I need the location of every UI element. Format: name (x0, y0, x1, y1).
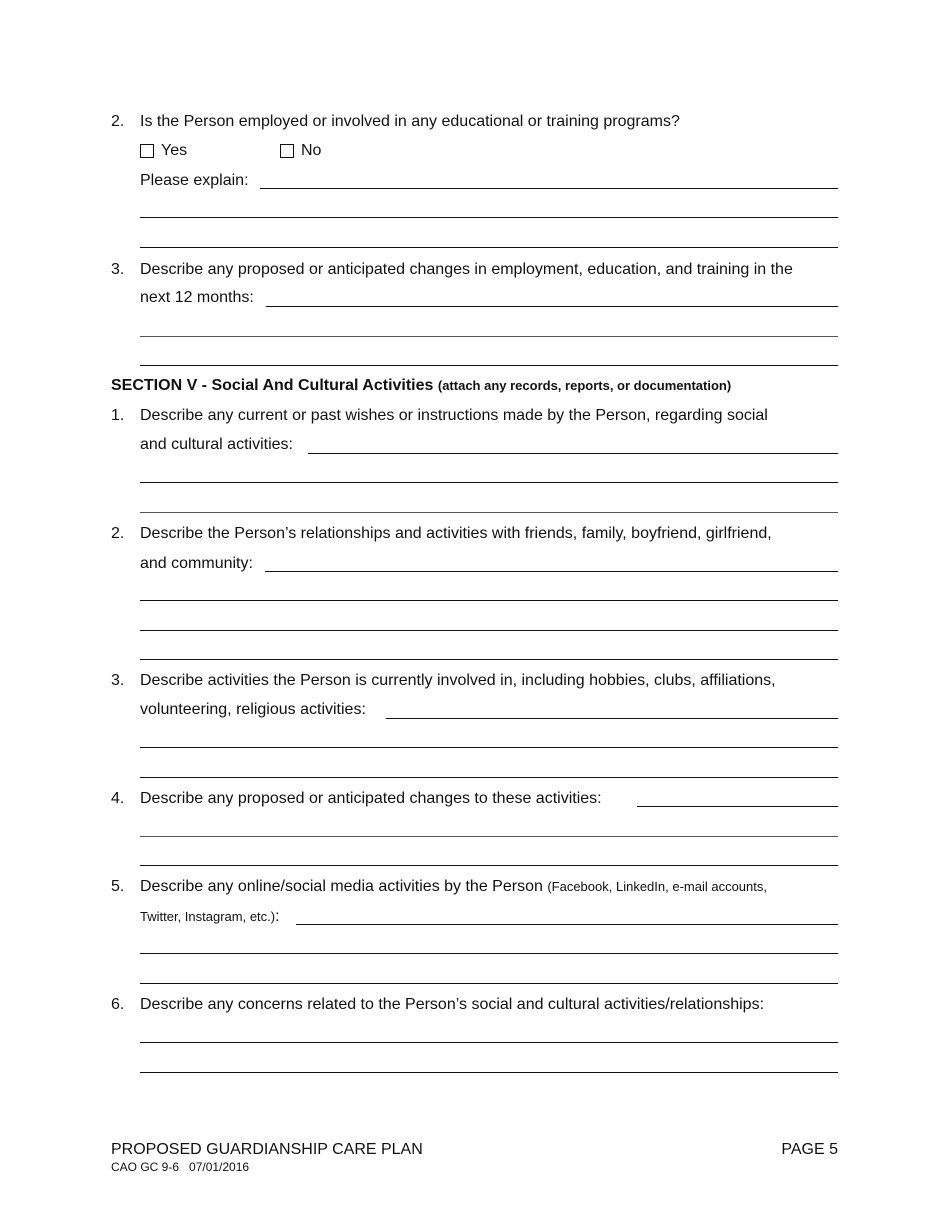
yes-checkbox[interactable] (140, 144, 154, 158)
sv-q3-answer-line[interactable] (140, 747, 838, 748)
sv-q6-answer-line[interactable] (140, 1042, 838, 1043)
q3-answer-line[interactable] (140, 336, 838, 337)
sv-q1-answer-line[interactable] (140, 482, 838, 483)
sv-question-1-text-line2: and cultural activities: (140, 436, 293, 453)
question-2-number: 2. (111, 113, 125, 130)
sv-question-3-text-line1: Describe activities the Person is currently involved in, including hobbies, clubs, affiliations, (140, 672, 776, 689)
question-3-text-line1: Describe any proposed or anticipated changes in employment, education, and training in the (140, 261, 793, 278)
footer-form-code: CAO GC 9-6 07/01/2016 (111, 1160, 250, 1174)
sv-q5-answer-line[interactable] (140, 983, 838, 984)
q2-answer-line[interactable] (140, 247, 838, 248)
sv-question-3-number: 3. (111, 672, 125, 689)
q2-answer-line[interactable] (140, 217, 838, 218)
sv-question-5-number: 5. (111, 878, 125, 895)
sv-q5-answer-line[interactable] (140, 953, 838, 954)
sv-q5-answer-line[interactable] (296, 924, 838, 925)
sv-question-5-text-examples-cont: Twitter, Instagram, etc.) (140, 909, 276, 924)
sv-question-5-text-examples: (Facebook, LinkedIn, e-mail accounts, (547, 879, 767, 894)
section-v-heading (111, 376, 731, 396)
section-v-subtitle: (attach any records, reports, or documentation) (437, 378, 732, 393)
q3-answer-line[interactable] (140, 365, 838, 366)
sv-q3-answer-line[interactable] (140, 777, 838, 778)
sv-q4-answer-line[interactable] (140, 865, 838, 866)
sv-question-2-number: 2. (111, 525, 125, 542)
sv-q3-answer-line[interactable] (386, 718, 838, 719)
sv-q4-answer-line[interactable] (140, 836, 838, 837)
sv-question-4-text: Describe any proposed or anticipated changes to these activities: (140, 790, 602, 807)
sv-q1-answer-line[interactable] (308, 453, 838, 454)
q3-answer-line[interactable] (266, 306, 838, 307)
sv-question-6-number: 6. (111, 996, 125, 1013)
sv-q2-answer-line[interactable] (140, 600, 838, 601)
sv-question-5-text-line2 (140, 907, 280, 927)
sv-question-4-number: 4. (111, 790, 125, 807)
sv-q1-answer-line[interactable] (140, 512, 838, 513)
sv-question-1-text-line1: Describe any current or past wishes or instructions made by the Person, regarding social (140, 407, 768, 424)
yes-label: Yes (161, 142, 188, 159)
sv-q6-answer-line[interactable] (140, 1072, 838, 1073)
question-3-number: 3. (111, 261, 125, 278)
section-v-title: SECTION V - Social And Cultural Activities (111, 377, 434, 394)
sv-q2-answer-line[interactable] (140, 630, 838, 631)
sv-q2-answer-line[interactable] (140, 659, 838, 660)
question-3-text-line2: next 12 months: (140, 289, 254, 306)
no-checkbox[interactable] (280, 144, 294, 158)
sv-question-5-text-main: Describe any online/social media activities by the Person (140, 878, 543, 895)
sv-q4-answer-line[interactable] (637, 806, 838, 807)
sv-question-6-text: Describe any concerns related to the Person’s social and cultural activities/relationships: (140, 996, 765, 1013)
q2-explain-field-line[interactable] (260, 188, 838, 189)
please-explain-label: Please explain: (140, 172, 249, 189)
sv-question-5-text-line1 (140, 877, 767, 897)
sv-question-2-text-line1: Describe the Person’s relationships and activities with friends, family, boyfriend, girlfriend, (140, 525, 772, 542)
sv-question-3-text-line2: volunteering, religious activities: (140, 701, 366, 718)
sv-q2-answer-line[interactable] (265, 571, 838, 572)
sv-question-5-colon: : (275, 908, 280, 925)
sv-question-1-number: 1. (111, 407, 125, 424)
question-2-text: Is the Person employed or involved in any educational or training programs? (140, 113, 680, 130)
footer-form-title: PROPOSED GUARDIANSHIP CARE PLAN (111, 1141, 423, 1158)
sv-question-2-text-line2: and community: (140, 555, 253, 572)
no-label: No (301, 142, 322, 159)
footer-page-number: PAGE 5 (781, 1141, 838, 1158)
